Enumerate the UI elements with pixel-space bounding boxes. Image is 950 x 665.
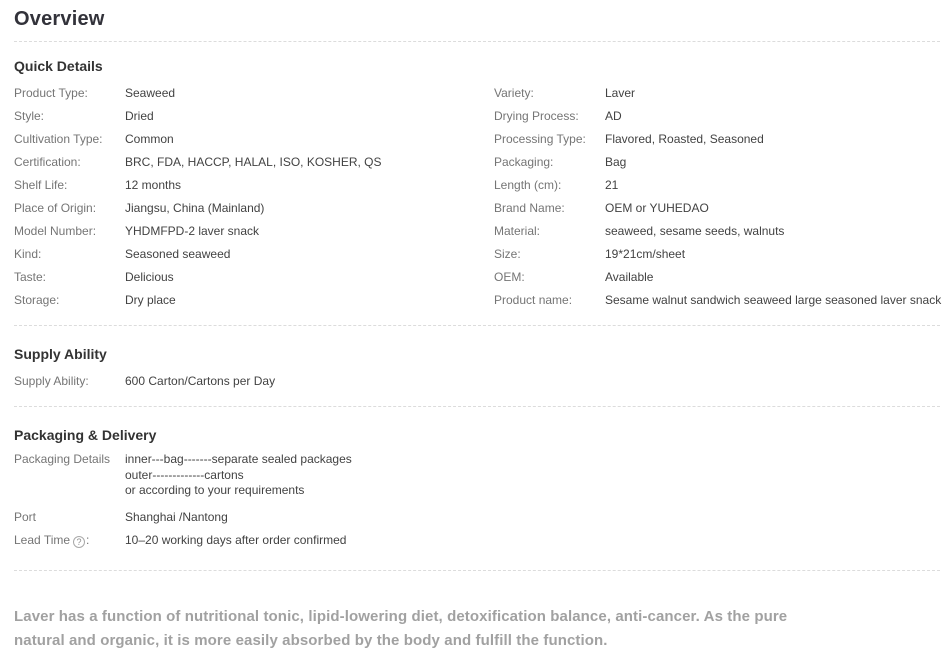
row-value: Seaweed	[125, 86, 176, 100]
row-label: Variety:	[494, 86, 534, 100]
row-value: Common	[125, 132, 174, 146]
row-label: Kind:	[14, 247, 42, 261]
row-value: Flavored, Roasted, Seasoned	[605, 132, 764, 146]
table-row	[494, 220, 940, 243]
row-value: AD	[605, 109, 622, 123]
row-value: Dried	[125, 109, 154, 123]
row-label: Model Number:	[14, 224, 97, 238]
table-row	[494, 197, 940, 220]
packaging-delivery-heading: Packaging & Delivery	[14, 427, 157, 443]
row-label: Supply Ability:	[14, 374, 89, 388]
packaging-details-value	[125, 452, 352, 499]
page-title: Overview	[14, 8, 105, 30]
supply-ability-table	[14, 370, 940, 393]
table-row	[494, 289, 940, 312]
row-value: Laver	[605, 86, 636, 100]
table-row	[494, 82, 940, 105]
row-label: Size:	[494, 247, 521, 261]
row-label: Product name:	[494, 293, 573, 307]
help-icon[interactable]: ?	[73, 536, 85, 548]
table-row	[14, 506, 940, 529]
row-value: Delicious	[125, 270, 174, 284]
packaging-details-line: or according to your requirements	[125, 483, 305, 497]
row-value: Seasoned seaweed	[125, 247, 231, 261]
packaging-details-line: outer-------------cartons	[125, 467, 244, 482]
row-value: 600 Carton/Cartons per Day	[125, 374, 276, 388]
table-row	[14, 220, 494, 243]
row-value: Bag	[605, 155, 627, 169]
table-row	[14, 452, 940, 499]
table-row	[14, 266, 494, 289]
table-row	[494, 266, 940, 289]
row-label: Shelf Life:	[14, 178, 68, 192]
lead-time-label: Lead Time	[14, 532, 71, 547]
row-value: 12 months	[125, 178, 182, 192]
row-value: Dry place	[125, 293, 176, 307]
table-row	[494, 151, 940, 174]
row-label: Certification:	[14, 155, 81, 169]
table-row	[14, 174, 494, 197]
quick-details-table	[14, 82, 940, 312]
table-row	[14, 197, 494, 220]
row-label: Drying Process:	[494, 109, 579, 123]
divider	[14, 41, 940, 42]
row-value: 10–20 working days after order confirmed	[125, 532, 347, 547]
table-row	[14, 105, 494, 128]
table-row	[14, 289, 494, 312]
divider	[14, 570, 940, 571]
table-row	[14, 243, 494, 266]
row-label: Product Type:	[14, 86, 88, 100]
row-label: Packaging Details	[14, 452, 111, 466]
table-row	[14, 370, 940, 393]
table-row	[494, 128, 940, 151]
row-label: Cultivation Type:	[14, 132, 103, 146]
row-value: Jiangsu, China (Mainland)	[125, 201, 265, 215]
product-description	[14, 605, 940, 653]
row-value: YHDMFPD-2 laver snack	[125, 224, 260, 238]
lead-time-colon: :	[86, 532, 90, 547]
quick-details-right-column	[494, 82, 940, 312]
row-label: Packaging:	[494, 155, 554, 169]
table-row	[14, 151, 494, 174]
packaging-delivery-table	[14, 452, 940, 552]
row-label: Brand Name:	[494, 201, 565, 215]
table-row	[494, 105, 940, 128]
row-value: Sesame walnut sandwich seaweed large seasoned laver snack	[605, 293, 942, 307]
divider	[14, 325, 940, 326]
quick-details-heading: Quick Details	[14, 58, 103, 74]
row-value: OEM or YUHEDAO	[605, 201, 709, 215]
supply-ability-heading: Supply Ability	[14, 346, 107, 362]
row-label: Place of Origin:	[14, 201, 97, 215]
table-row	[14, 529, 940, 552]
row-label: Processing Type:	[494, 132, 586, 146]
packaging-details-line: inner---bag-------separate sealed packages	[125, 452, 352, 466]
row-label: Taste:	[14, 270, 47, 284]
row-label: Style:	[14, 109, 45, 123]
row-label: Length (cm):	[494, 178, 562, 192]
row-value: Available	[605, 270, 654, 284]
row-label: Storage:	[14, 293, 60, 307]
quick-details-left-column	[14, 82, 494, 312]
row-label: OEM:	[494, 270, 525, 284]
description-line: Laver has a function of nutritional tonic, lipid-lowering diet, detoxification balance, anti-cancer. As the pure	[14, 607, 788, 625]
divider	[14, 406, 940, 407]
row-label	[14, 529, 125, 552]
table-row	[14, 128, 494, 151]
row-value: 21	[605, 178, 619, 192]
row-value: 19*21cm/sheet	[605, 247, 686, 261]
row-value: seaweed, sesame seeds, walnuts	[605, 224, 785, 238]
table-row	[494, 243, 940, 266]
row-label: Port	[14, 509, 37, 524]
row-value: Shanghai /Nantong	[125, 509, 228, 524]
table-row	[494, 174, 940, 197]
table-row	[14, 82, 494, 105]
row-label: Material:	[494, 224, 541, 238]
row-value: BRC, FDA, HACCP, HALAL, ISO, KOSHER, QS	[125, 155, 382, 169]
description-line: natural and organic, it is more easily absorbed by the body and fulfill the function.	[14, 631, 608, 649]
